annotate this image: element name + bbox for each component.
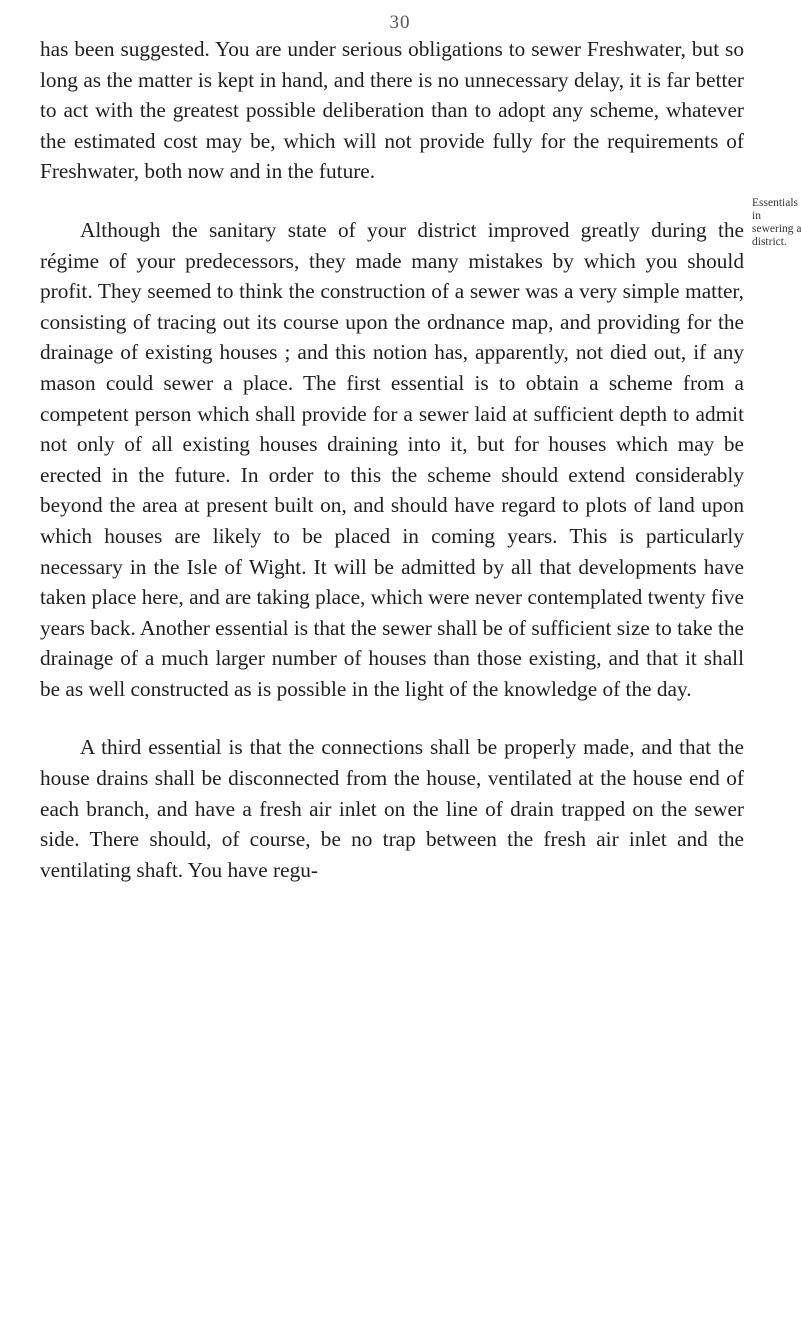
paragraph-2: Although the sanitary state of your district improved greatly during the régime of your predecessors, they made many mistakes by which you should profit. They seemed to think the construction of a sewer was a very simple matter, consisting of tracing out its course upon the ordnance map, and providing for the drainage of existing houses ; and this notion has, apparently, not died out, if any mason could sewer a place. The first essential is to obtain a scheme from a competent person which shall provide for a sewer laid at sufficient depth to admit not only of all existing houses draining into it, but for houses which may be erected in the future. In order to this the scheme should extend considerably beyond the area at present built on, and should have regard to plots of land upon which houses are likely to be placed in coming years. This is particularly necessary in the Isle of Wight. It will be admitted by all that developments have taken place here, and are taking place, which were never contemplated twenty five years back. Another essential is that the sewer shall be of sufficient size to take the drainage of a much larger number of houses than those existing, and that it shall be as well constructed as is possible in the light of the knowledge of the day. (40, 217, 744, 701)
page-number: 30 (389, 12, 411, 33)
margin-note: Essentials in sewering a district. (752, 197, 801, 248)
paragraph-1: has been suggested. You are under serious obligations to sewer Freshwater, but so long as the matter is kept in hand, and there is no unnecessary delay, it is far better to act with the greatest possible deliberation than to adopt any scheme, whatever the estimated cost may be, which will not provide fully for the requirements of Freshwater, both now and in the future. (40, 37, 744, 184)
paragraph-gap (40, 187, 744, 215)
paragraph-3: A third essential is that the connections shall be properly made, and that the house drains shall be disconnected from the house, ventilated at the house end of each branch, and have a fresh air inlet on the line of drain trapped on the sewer side. There should, of course, be no trap between the fresh air inlet and the ventilating shaft. You have regu- (40, 735, 744, 882)
body-text (40, 34, 744, 885)
paragraph-gap (40, 704, 744, 732)
